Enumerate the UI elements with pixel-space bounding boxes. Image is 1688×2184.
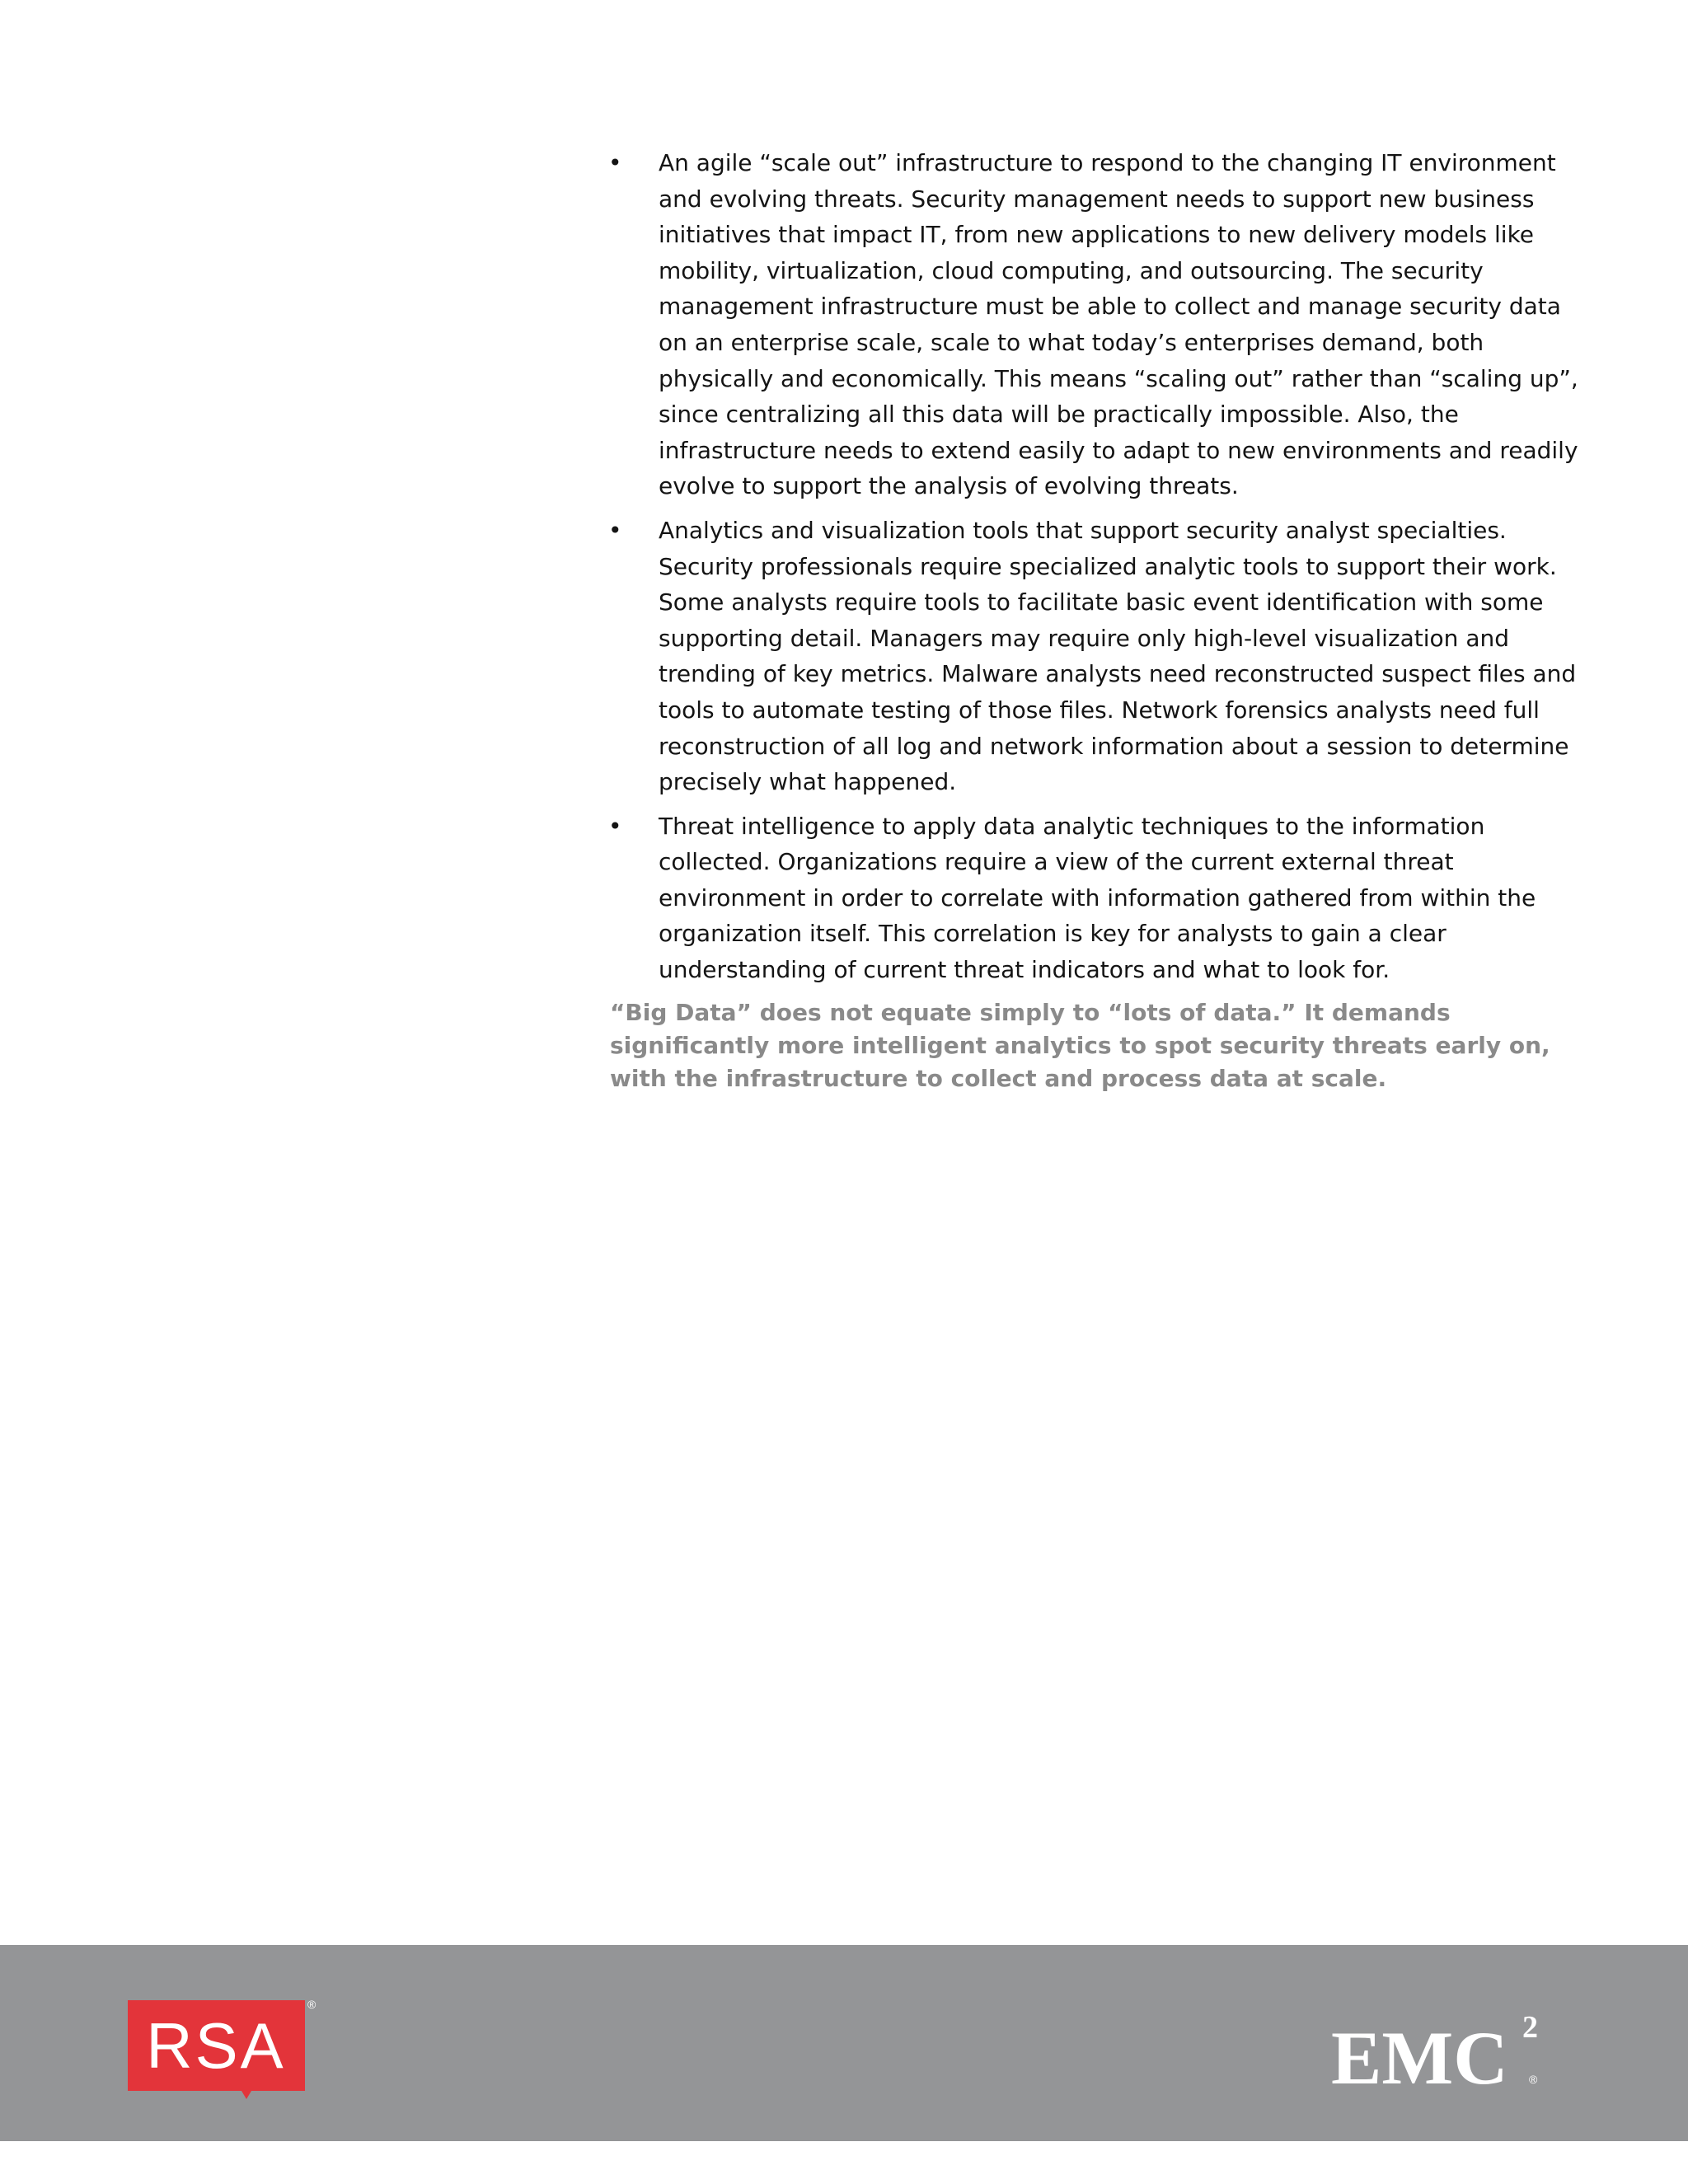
bullet-dot: • [608,812,622,840]
rsa-logo-text: RSA [146,2009,286,2082]
bullet-text: Threat intelligence to apply data analytic techniques to the information collected. Organizations require a view of the current external threat environment in order to correlate with information gathered from within the organization itself. This correlation is key for analysts to gain a clear understanding of current threat indicators and what to look for. [659,812,1536,984]
document-body [610,145,1582,1118]
emc-superscript: 2 [1522,2010,1538,2045]
emc-logo [1331,2001,1554,2092]
bullet-item [610,513,1582,800]
bullet-text: An agile “scale out” infrastructure to respond to the changing IT environment and evolving threats. Security management needs to support new business initiatives that impact IT, from new applications to new delivery models like mobility, virtualization, cloud computing, and outsourcing. The security management infrastructure must be able to collect and manage security data on an enterprise scale, scale to what today’s enterprises demand, both physically and economically. This means “scaling out” rather than “scaling up”, since centralizing all this data will be practically impossible. Also, the infrastructure needs to extend easily to adapt to new environments and readily evolve to support the analysis of evolving threats. [659,149,1578,500]
emc-logo-text: EMC [1331,2016,1508,2092]
pullquote: “Big Data” does not equate simply to “lots of data.” It demands significantly more intelligent analytics to spot security threats early on, with the infrastructure to collect and process data at scale. [610,998,1550,1092]
bullet-item [610,808,1582,988]
bullet-dot: • [608,149,622,176]
bullet-dot: • [608,516,622,544]
bullet-text: Analytics and visualization tools that support security analyst specialties. Security professionals require specialized analytic tools to support their work. Some analysts require tools to facilitate basic event identification with some supporting detail. Managers may require only high-level visualization and trending of key metrics. Malware analysts need reconstructed suspect files and tools to automate testing of those files. Network forensics analysts need full reconstruction of all log and network information about a session to determine precisely what happened. [659,516,1577,796]
rsa-logo [128,1997,317,2104]
bullet-item [610,145,1582,504]
rsa-registered-mark: ® [307,1998,316,2011]
bullet-list [610,145,1582,988]
emc-registered-mark: ® [1529,2073,1538,2086]
footer-band [0,1945,1688,2141]
